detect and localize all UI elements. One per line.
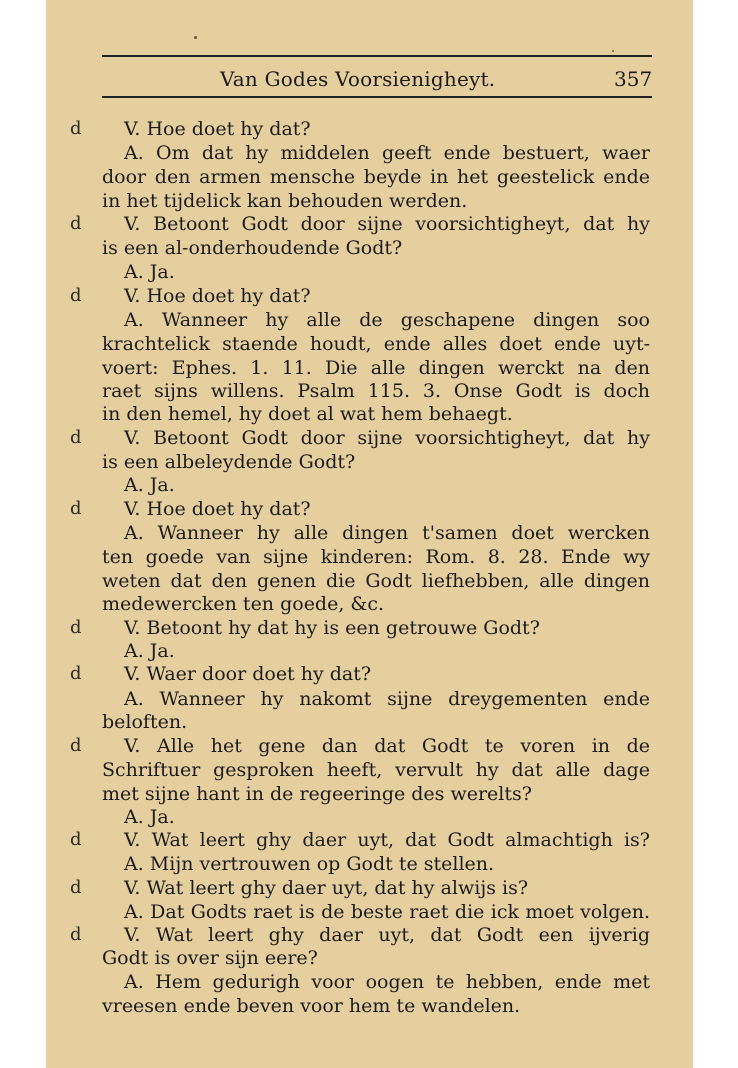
- header-rule-bottom: [102, 96, 652, 98]
- page-number: 357: [614, 67, 653, 91]
- running-title: Van Godes Voorsienigheyt.: [220, 67, 496, 91]
- running-header: [0, 65, 738, 93]
- header-rule-top: [102, 55, 652, 57]
- margin-marker: d: [70, 118, 82, 139]
- page-speck: [194, 36, 197, 39]
- margin-marker: d: [70, 924, 82, 945]
- margin-marker: d: [70, 617, 82, 638]
- margin-marker: d: [70, 877, 82, 898]
- page-speck: [612, 50, 614, 52]
- margin-marker: d: [70, 427, 82, 448]
- margin-marker: d: [70, 285, 82, 306]
- margin-marker: d: [70, 735, 82, 756]
- margin-marker: d: [70, 498, 82, 519]
- margin-marker: d: [70, 663, 82, 684]
- margin-marker: d: [70, 213, 82, 234]
- margin-marker: d: [70, 829, 82, 850]
